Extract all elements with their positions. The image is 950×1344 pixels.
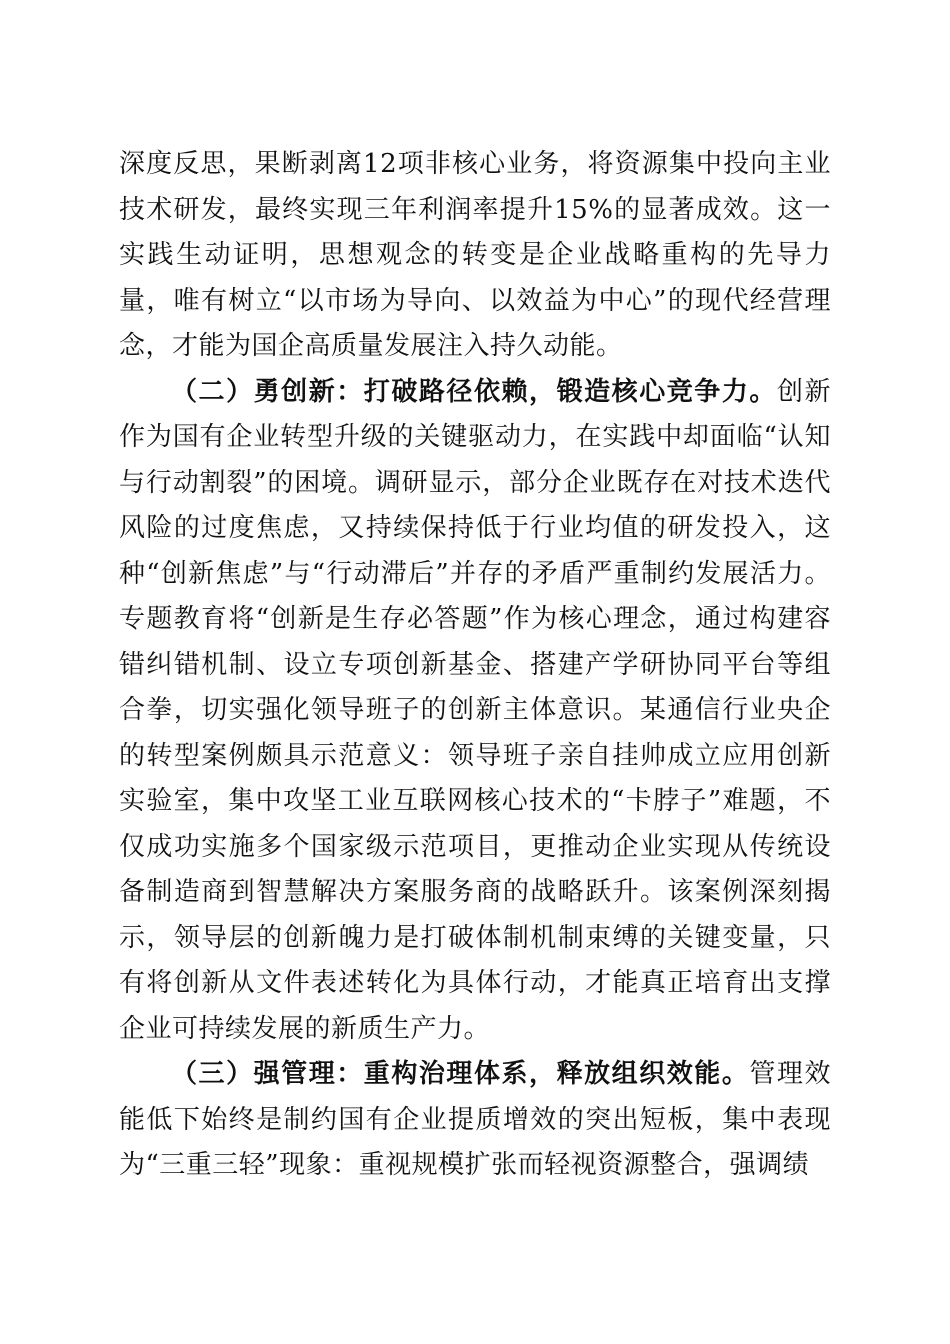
paragraph-section-three [119,1052,831,1189]
section-heading: （二）勇创新：打破路径依赖，锻造核心竞争力。 [171,376,777,407]
document-body [119,142,831,1189]
paragraph-text: 管理效能低下始终是制约国有企业提质增效的突出短板，集中表现为“三重三轻”现象：重视规模扩张而轻视资源整合，强调绩 [119,1059,831,1180]
paragraph-text: 创新作为国有企业转型升级的关键驱动力，在实践中却面临“认知与行动割裂”的困境。调研显示，部分企业既存在对技术迭代风险的过度焦虑，又持续保持低于行业均值的研发投入，这种“创新焦虑”与“行动滞后”并存的矛盾严重制约发展活力。专题教育将“创新是生存必答题”作为核心理念，通过构建容错纠错机制、设立专项创新基金、搭建产学研协同平台等组合拳，切实强化领导班子的创新主体意识。某通信行业央企的转型案例颇具示范意义：领导班子亲自挂帅成立应用创新实验室，集中攻坚工业互联网核心技术的“卡脖子”难题，不仅成功实施多个国家级示范项目，更推动企业实现从传统设备制造商到智慧解决方案服务商的战略跃升。该案例深刻揭示，领导层的创新魄力是打破体制机制束缚的关键变量，只有将创新从文件表述转化为具体行动，才能真正培育出支撑企业可持续发展的新质生产力。 [119,376,831,1044]
paragraph-text: 深度反思，果断剥离12项非核心业务，将资源集中投向主业技术研发，最终实现三年利润率提升15%的显著成效。这一实践生动证明，思想观念的转变是企业战略重构的先导力量，唯有树立“以市场为导向、以效益为中心”的现代经营理念，才能为国企高质量发展注入持久动能。 [119,149,831,361]
paragraph-section-two [119,370,831,1053]
paragraph-continuation [119,142,831,370]
section-heading: （三）强管理：重构治理体系，释放组织效能。 [171,1059,750,1089]
